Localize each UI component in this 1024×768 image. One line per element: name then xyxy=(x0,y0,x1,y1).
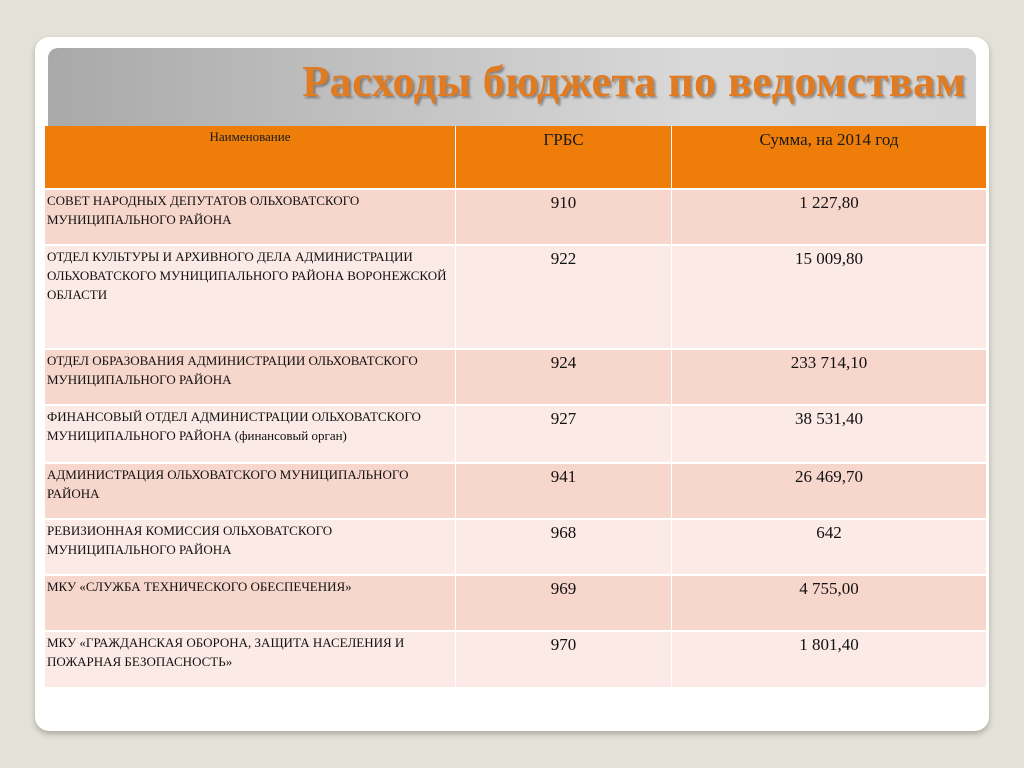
row-name: ОТДЕЛ ОБРАЗОВАНИЯ АДМИНИСТРАЦИИ ОЛЬХОВАТСКОГО МУНИЦИПАЛЬНОГО РАЙОНА xyxy=(45,349,456,405)
table-row xyxy=(45,405,987,463)
row-sum: 15 009,80 xyxy=(672,245,987,349)
slide-title: Расходы бюджета по ведомствам xyxy=(302,57,966,106)
row-name: ФИНАНСОВЫЙ ОТДЕЛ АДМИНИСТРАЦИИ ОЛЬХОВАТСКОГО МУНИЦИПАЛЬНОГО РАЙОНА (финансовый орган) xyxy=(45,405,456,463)
row-grbs: 968 xyxy=(456,519,672,575)
row-name: МКУ «СЛУЖБА ТЕХНИЧЕСКОГО ОБЕСПЕЧЕНИЯ» xyxy=(45,575,456,631)
row-grbs: 970 xyxy=(456,631,672,687)
budget-table xyxy=(44,126,987,687)
row-grbs: 927 xyxy=(456,405,672,463)
table-row xyxy=(45,519,987,575)
header-sum: Сумма, на 2014 год xyxy=(672,126,987,189)
row-sum: 1 227,80 xyxy=(672,189,987,245)
table-header-row xyxy=(45,126,987,189)
row-grbs: 969 xyxy=(456,575,672,631)
header-grbs: ГРБС xyxy=(456,126,672,189)
row-name: РЕВИЗИОННАЯ КОМИССИЯ ОЛЬХОВАТСКОГО МУНИЦИПАЛЬНОГО РАЙОНА xyxy=(45,519,456,575)
row-name: АДМИНИСТРАЦИЯ ОЛЬХОВАТСКОГО МУНИЦИПАЛЬНОГО РАЙОНА xyxy=(45,463,456,519)
row-sum: 233 714,10 xyxy=(672,349,987,405)
row-grbs: 910 xyxy=(456,189,672,245)
row-name: ОТДЕЛ КУЛЬТУРЫ И АРХИВНОГО ДЕЛА АДМИНИСТРАЦИИ ОЛЬХОВАТСКОГО МУНИЦИПАЛЬНОГО РАЙОНА ВОРОНЕЖСКОЙ ОБЛАСТИ xyxy=(45,245,456,349)
row-sum: 1 801,40 xyxy=(672,631,987,687)
row-sum: 26 469,70 xyxy=(672,463,987,519)
table-row xyxy=(45,245,987,349)
row-sum: 4 755,00 xyxy=(672,575,987,631)
title-container xyxy=(48,0,976,130)
table-row xyxy=(45,189,987,245)
row-sum: 38 531,40 xyxy=(672,405,987,463)
row-sum: 642 xyxy=(672,519,987,575)
row-grbs: 922 xyxy=(456,245,672,349)
row-grbs: 924 xyxy=(456,349,672,405)
row-name: СОВЕТ НАРОДНЫХ ДЕПУТАТОВ ОЛЬХОВАТСКОГО МУНИЦИПАЛЬНОГО РАЙОНА xyxy=(45,189,456,245)
table-row xyxy=(45,463,987,519)
row-name: МКУ «ГРАЖДАНСКАЯ ОБОРОНА, ЗАЩИТА НАСЕЛЕНИЯ И ПОЖАРНАЯ БЕЗОПАСНОСТЬ» xyxy=(45,631,456,687)
table-row xyxy=(45,349,987,405)
header-name: Наименование xyxy=(45,126,456,189)
table-row xyxy=(45,631,987,687)
table-row xyxy=(45,575,987,631)
row-grbs: 941 xyxy=(456,463,672,519)
